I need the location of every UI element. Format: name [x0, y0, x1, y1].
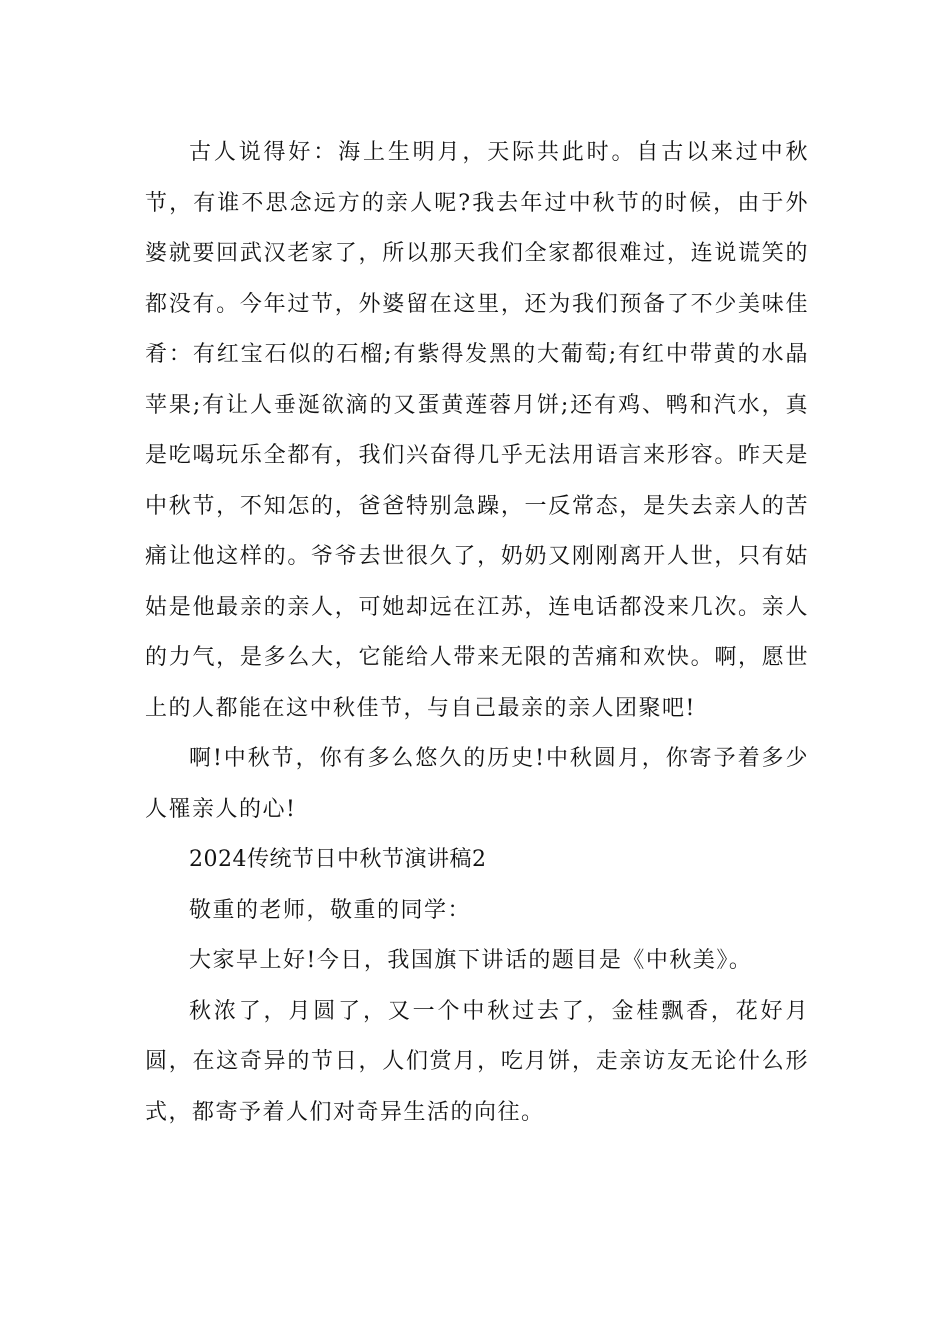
- speech-title: 2024传统节日中秋节演讲稿2: [189, 847, 487, 872]
- document-body: [145, 128, 809, 1138]
- paragraph-exclamation: 啊!中秋节，你有多么悠久的历史!中秋圆月，你寄予着多少人罹亲人的心!: [145, 746, 809, 822]
- greeting: 大家早上好!今日，我国旗下讲话的题目是《中秋美》。: [189, 948, 753, 973]
- paragraph-autumn: 秋浓了，月圆了，又一个中秋过去了，金桂飘香，花好月圆，在这奇异的节日，人们赏月，吃月饼，走亲访友无论什么形式，都寄予着人们对奇异生活的向往。: [145, 998, 809, 1125]
- salutation: 敬重的老师，敬重的同学：: [189, 897, 472, 923]
- paragraph-mid-autumn-memories: 古人说得好：海上生明月，天际共此时。自古以来过中秋节，有谁不思念远方的亲人呢?我去年过中秋节的时候，由于外婆就要回武汉老家了，所以那天我们全家都很难过，连说谎笑的都没有。今年过节，外婆留在这里，还为我们预备了不少美味佳肴：有红宝石似的石榴;有紫得发黑的大葡萄;有红中带黄的水晶苹果;有让人垂涎欲滴的又蛋黄莲蓉月饼;还有鸡、鸭和汽水，真是吃喝玩乐全都有，我们兴奋得几乎无法用语言来形容。昨天是中秋节，不知怎的，爸爸特别急躁，一反常态，是失去亲人的苦痛让他这样的。爷爷去世很久了，奶奶又刚刚离开人世，只有姑姑是他最亲的亲人，可她却远在江苏，连电话都没来几次。亲人的力气，是多么大，它能给人带来无限的苦痛和欢快。啊，愿世上的人都能在这中秋佳节，与自己最亲的亲人团聚吧!: [145, 140, 809, 721]
